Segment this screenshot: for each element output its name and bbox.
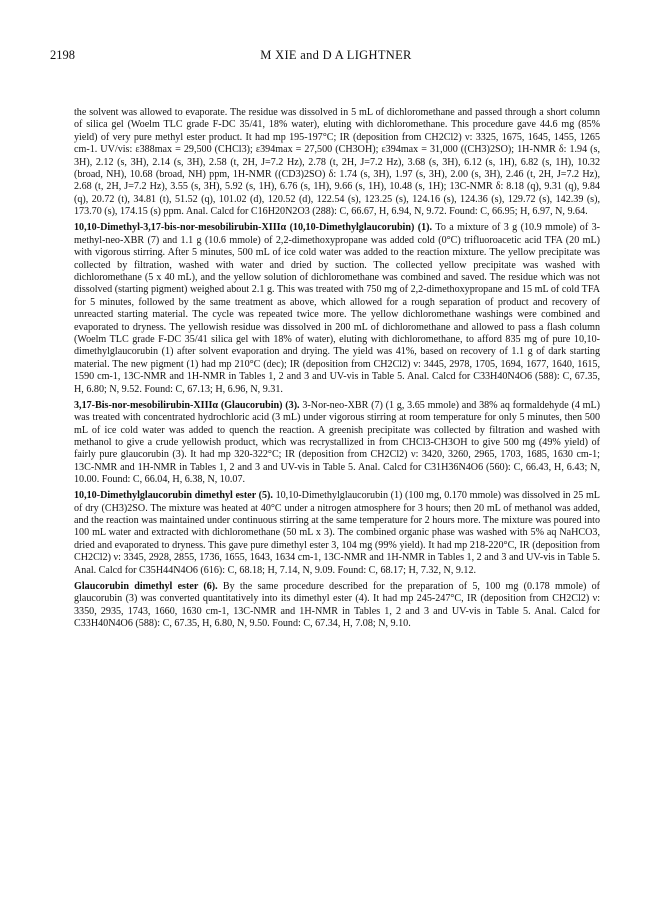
compound-heading: 10,10-Dimethylglaucorubin dimethyl ester (5). [74,490,273,502]
compound-heading: Glaucorubin dimethyl ester (6). [74,580,218,592]
compound-heading: 10,10-Dimethyl-3,17-bis-nor-mesobilirubin-XIIIα (10,10-Dimethylglaucorubin) (1). [74,222,433,234]
paragraph-text: 10,10-Dimethylglaucorubin (1) (100 mg, 0.170 mmole) was dissolved in 25 mL of dry (CH3)2SO. The mixture was heated at 40°C under a nitrogen atmosphere for 3 hours; then 20 mL of methanol was added, and the reaction was maintained under continuous stirring at the same temperature for 2 hours more. The mixture was poured into 100 mL water and extracted with dichloromethane (50 mL x 3). The combined organic phase was washed with 5% aq NaHCO3, dried and evaporated to dryness. This gave pure dimethyl ester 3, 104 mg (99% yield). It had mp 218-220°C, IR (deposition from CH2Cl2) ν: 3345, 2928, 2855, 1736, 1655, 1643, 1634 cm-1, 13C-NMR and 1H-NMR in Tables 1, 2 and 3 and UV-vis in Table 5. Anal. Calcd for C35H44N4O6 (616): C, 68.18; H, 7.14, N, 9.09. Found: C, 68.17; H, 7.32, N, 9.12. [74,490,600,576]
paragraph-text: To a mixture of 3 g (10.9 mmole) of 3-methyl-neo-XBR (7) and 1.1 g (10.6 mmole) of 2,2-dimethoxypropane was added cold (0°C) trifluoroacetic acid TFA (20 mL) with vigorous stirring. After 5 minutes, 500 mL of ice cold water was added to the reaction mixture. The yellow precipitate was collected by filtration, washed with water and dried by suction. The collected yellow precipitate was washed with dichloromethane (5 x 40 mL), and the yellow solution of dichloromethane was combined and saved. The residue which was not dissolved (starting pigment) weighed about 2.1 g. This was treated with 750 mg of 2,2-dimethoxypropane and 15 mL of cold TFA for 5 minutes, followed by the same treatment as above, which allowed for a rough separation of product and recovery of unreacted starting material. The cycle was repeated twice more. The yellow dichloromethane washings were combined and evaporated to dryness. The yellowish residue was dissolved in 200 mL of dichloromethane and allowed to pass a flash column (Woelm TLC grade F-DC 35/41 silica gel with 18% of water), eluting with dichloromethane, to afford 835 mg of pure 10,10-dimethylglaucorubin (1) after solvent evaporation and drying. The yield was 41%, based on recovery of 1.1 g of dark starting material. The new pigment (1) had mp 210°C (dec); IR (deposition from CH2Cl2) ν: 3445, 2978, 1705, 1694, 1677, 1640, 1615, 1590 cm-1, 13C-NMR and 1H-NMR in Tables 1, 2 and 3 and UV-vis in Table 5. Anal. Calcd for C33H40N4O6 (588): C, 67.35, H, 6.80; N, 9.52. Found: C, 67.13; H, 6.96, N, 9.31. [74,222,600,395]
paragraph-text: 3-Nor-neo-XBR (7) (1 g, 3.65 mmole) and 38% aq formaldehyde (4 mL) was treated with concentrated hydrochloric acid (3 mL) under vigorous stirring at room temperature for only 5 minutes, then 500 mL of ice cold water was added to quench the reaction. A greenish precipitate was collected by filtration and washed with methanol to give a crude yellowish product, which was recrystallized in from CHCl3-CH3OH to give 500 mg (49% yield) of fairly pure glaucorubin (3). It had mp 320-322°C; IR (deposition from CH2Cl2) ν: 3420, 3260, 2965, 1703, 1685, 1630 cm-1; 13C-NMR and 1H-NMR in Tables 1, 2 and 3 and UV-vis in Table 5. Anal. Calcd for C31H36N4O6 (560): C, 66.43, H, 6.43; N, 10.00. Found: C, 66.04, H, 6.38, N, 10.07. [74,399,601,486]
article-body [74,107,600,634]
paragraph-glaucorubin-dimethyl-ester [74,581,600,631]
page-header [50,48,622,64]
page-number: 2198 [50,48,75,62]
compound-heading: 3,17-Bis-nor-mesobilirubin-XIIIα (Glaucorubin) (3). [74,399,300,411]
paragraph-methyl-ester-continuation [74,107,600,219]
paragraph-glaucorubin [74,400,600,487]
paragraph-text: the solvent was allowed to evaporate. The residue was dissolved in 5 mL of dichloromethane and passed through a short column of silica gel (Woelm TLC grade F-DC 35/41, 18% water), eluting with dichloromethane. This procedure gave 44.6 mg (85% yield) of very pure methyl ester product. It had mp 195-197°C; IR (deposition from CH2Cl2) ν: 3325, 1675, 1645, 1455, 1265 cm-1. UV/vis: ε388max = 29,500 (CHCl3); ε394max = 27,500 (CH3OH); ε394max = 31,000 ((CH3)2SO); 1H-NMR δ: 1.94 (s, 3H), 2.12 (s, 3H), 2.14 (s, 3H), 2.58 (t, 2H, J=7.2 Hz), 2.78 (t, 2H, J=7.2 Hz), 3.68 (s, 3H), 6.12 (s, 1H), 6.82 (s, 1H), 10.32 (broad, NH), 10.68 (broad, NH) ppm, 1H-NMR ((CD3)2SO) δ: 1.74 (s, 3H), 1.97 (s, 3H), 2.00 (s, 3H), 2.46 (t, 2H, J=7.2 Hz), 2.68 (t, 2H, J=7.2 Hz), 3.55 (s, 3H), 5.92 (s, 1H), 6.76 (s, 1H), 9.66 (s, 1H), 10.48 (s, 1H); 13C-NMR δ: 8.18 (q), 9.31 (q), 9.84 (q), 20.72 (t), 34.81 (t), 51.52 (q), 101.02 (d), 120.52 (d), 122.54 (s), 123.25 (s), 124.16 (s), 124.36 (s), 129.72 (s), 142.39 (s), 173.70 (s), 174.15 (s) ppm. Anal. Calcd for C16H20N2O3 (288): C, 66.67, H, 6.94, N, 9.72. Found: C, 66.95; H, 6.97, N, 9.64. [74,107,600,218]
paragraph-text: By the same procedure described for the preparation of 5, 100 mg (0.178 mmole) of glaucorubin (3) was converted quantitatively into its dimethyl ester (4). It had mp 245-247°C, IR (deposition from CH2Cl2) ν: 3350, 2935, 1743, 1660, 1630 cm-1, 13C-NMR and 1H-NMR in Tables 1, 2 and 3 and UV-vis in Table 5. Anal. Calcd for C33H40N4O6 (588): C, 67.35, H, 6.80, N, 9.50. Found: C, 67.34, H, 7.08; N, 9.10. [74,580,600,629]
running-head: M XIE and D A LIGHTNER [260,48,412,62]
paragraph-dimethylglaucorubin-dimethyl-ester [74,490,600,577]
paragraph-dimethylglaucorubin [74,222,600,396]
